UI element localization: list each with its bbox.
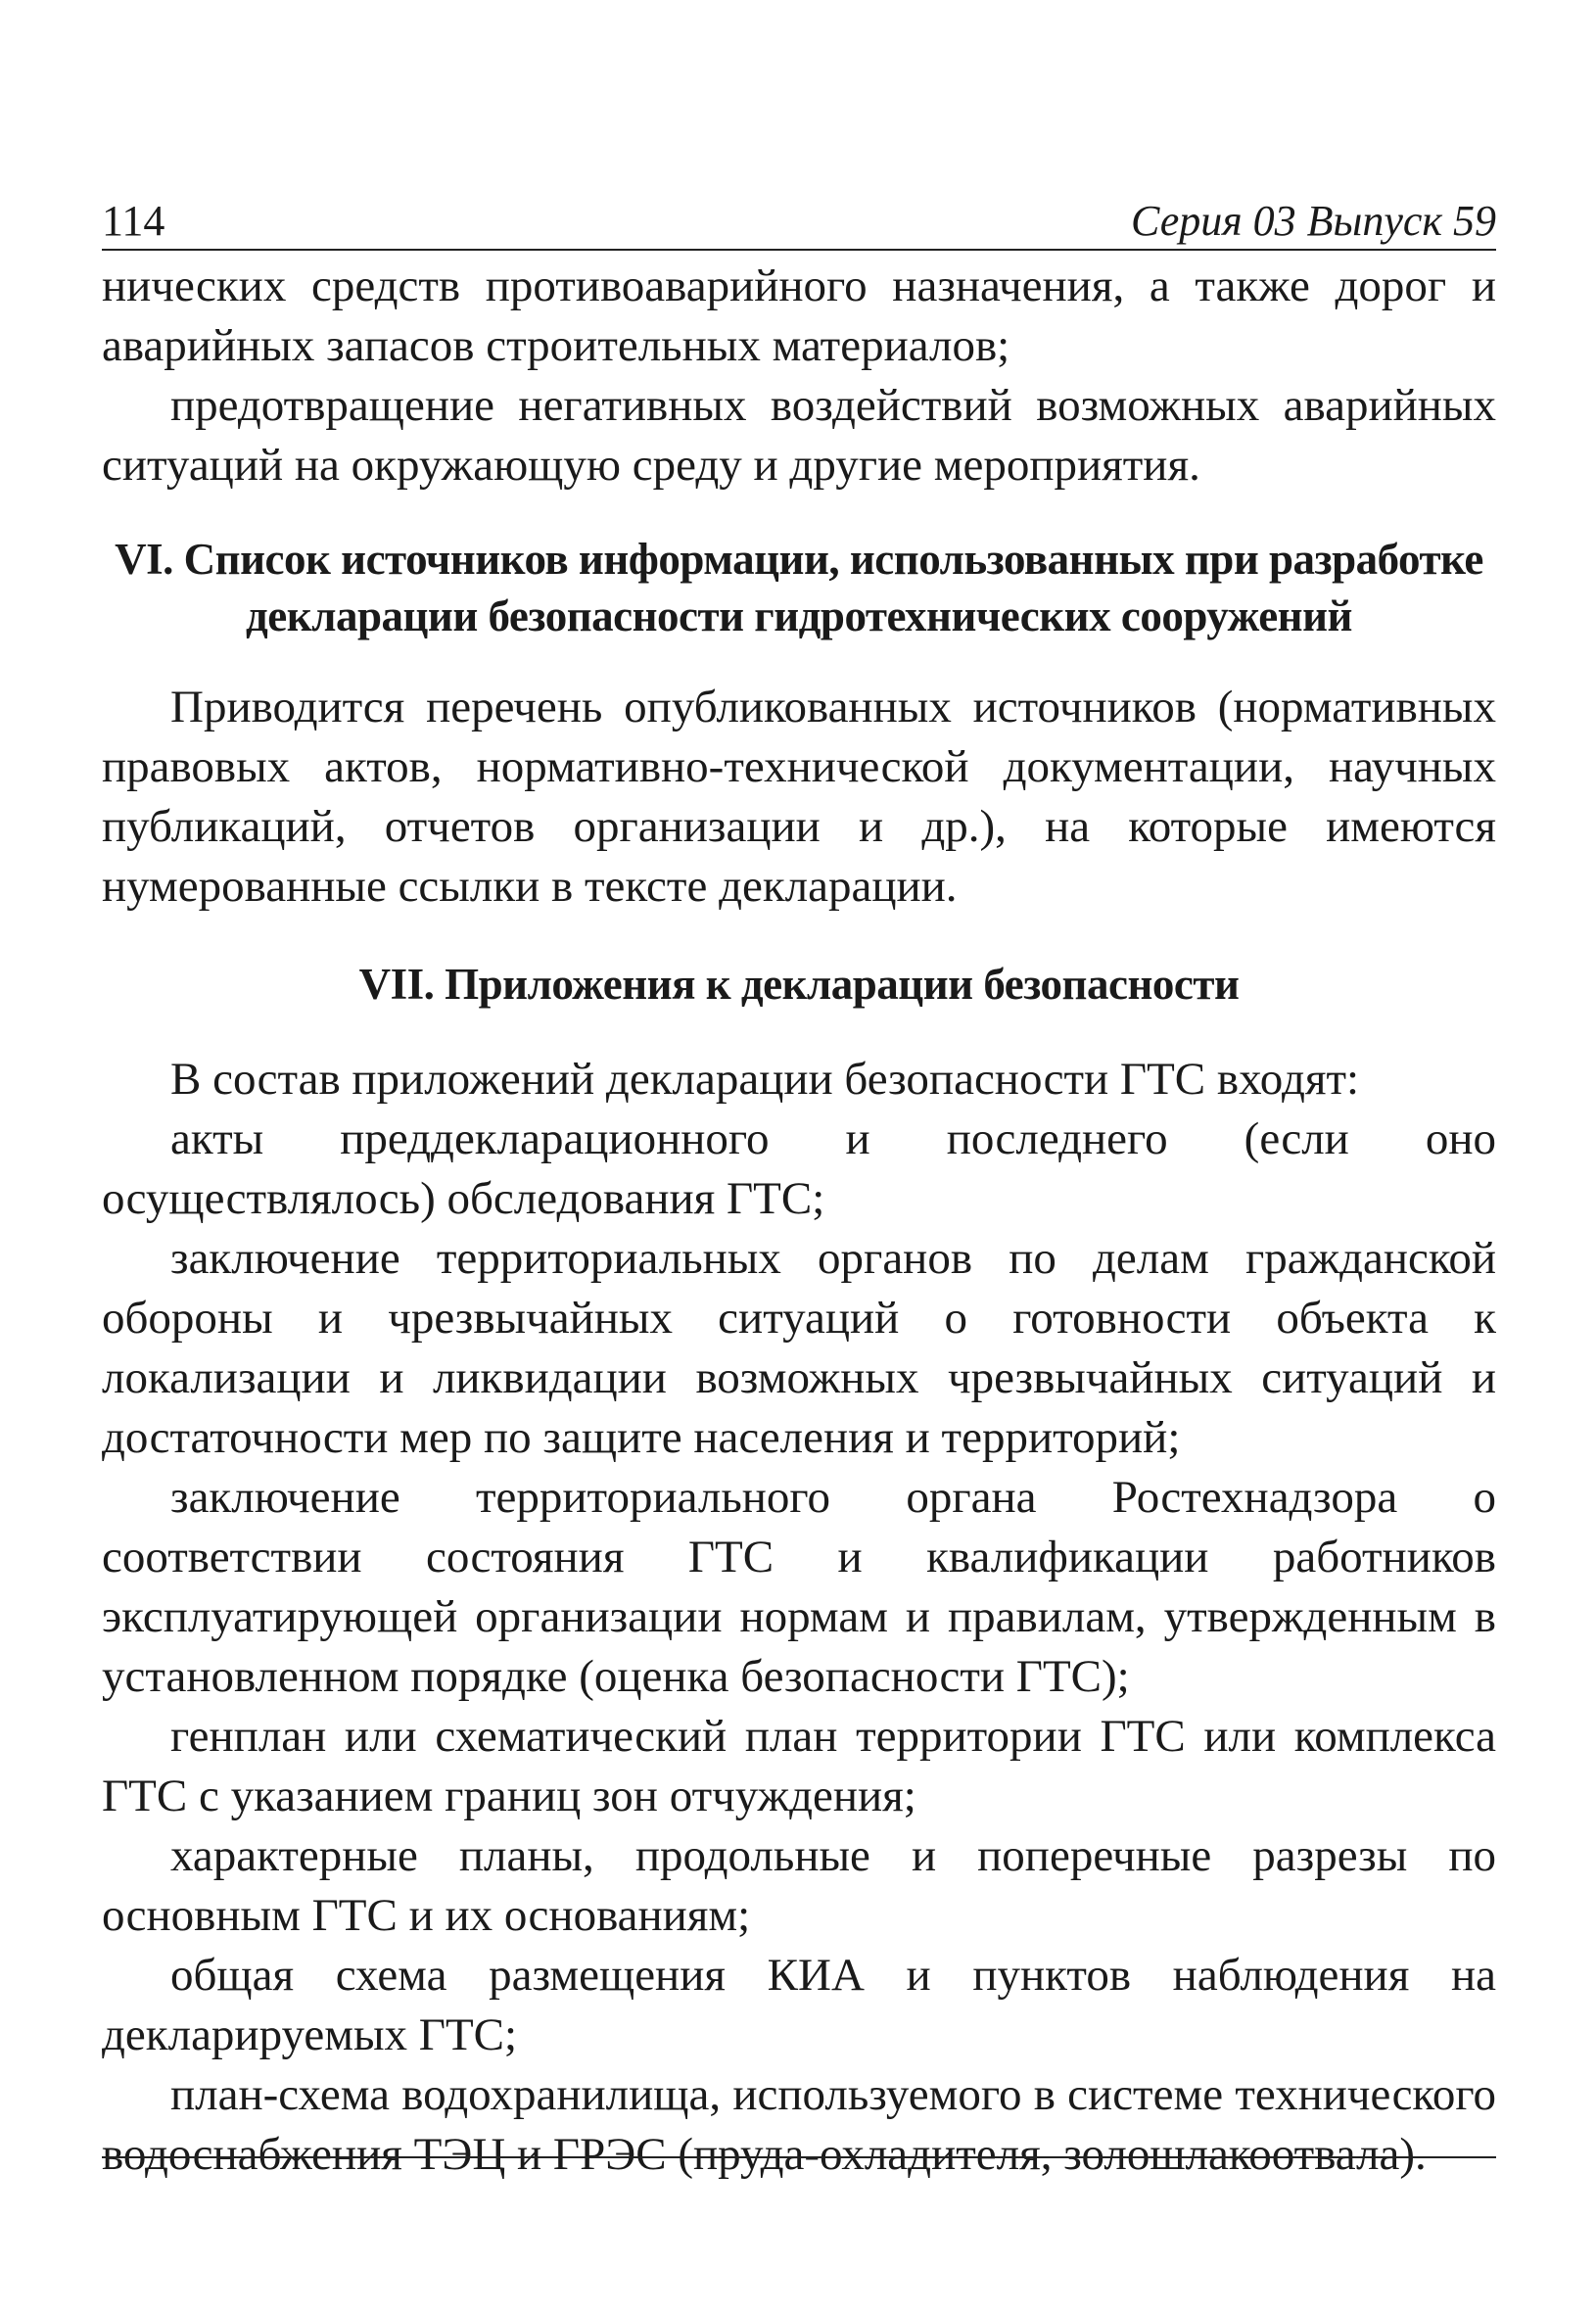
list-item: заключение территориального органа Ростехнадзора о соответствии состояния ГТС и квалификации работников эксплуатирующей организации нормам и правилам, утвержденным в установленном порядке (оценка безопасности ГТС);	[102, 1472, 1496, 1702]
list-intro: В состав приложений декларации безопасности ГТС входят:	[170, 1054, 1360, 1105]
running-head: Серия 03 Выпуск 59	[1131, 197, 1496, 245]
list-item: характерные планы, продольные и поперечные разрезы по основным ГТС и их основаниям;	[102, 1830, 1496, 1941]
list-item: общая схема размещения КИА и пунктов наблюдения на декларируемых ГТС;	[102, 1950, 1496, 2060]
list-item: генплан или схематический план территории ГТС или комплекса ГТС с указанием границ зон отчуждения;	[102, 1711, 1496, 1821]
list-item: заключение территориальных органов по делам гражданской обороны и чрезвычайных ситуаций о готовности объекта к локализации и ликвидации возможных чрезвычайных ситуаций и достаточности мер по защите населения и территорий;	[102, 1233, 1496, 1463]
document-page	[102, 192, 1496, 2185]
list-item: план-схема водохранилища, используемого в системе технического водоснабжения ТЭЦ и ГРЭС (пруда-охладителя, золошлакоотвала).	[102, 2069, 1496, 2180]
footer-rule	[102, 2156, 1496, 2158]
page-number: 114	[102, 197, 165, 245]
paragraph-continued: нических средств противоаварийного назначения, а также дорог и аварийных запасов строительных материалов;	[102, 260, 1496, 371]
paragraph: предотвращение негативных воздействий возможных аварийных ситуаций на окружающую среду и другие мероприятия.	[102, 380, 1496, 491]
page-content	[102, 257, 1496, 2185]
list-item: акты преддекларационного и последнего (если оно осуществлялось) обследования ГТС;	[102, 1113, 1496, 1224]
section-6-paragraph: Приводится перечень опубликованных источников (нормативных правовых актов, нормативно-технической документации, научных публикаций, отчетов организации и др.), на которые имеются нумерованные ссылки в тексте декларации.	[102, 682, 1496, 912]
section-7-title: VII. Приложения к декларации безопасности	[358, 960, 1240, 1009]
section-6-title: VI. Список источников информации, использованных при разработке декларации безопасности гидротехнических сооружений	[115, 535, 1483, 640]
page-header	[102, 192, 1496, 251]
